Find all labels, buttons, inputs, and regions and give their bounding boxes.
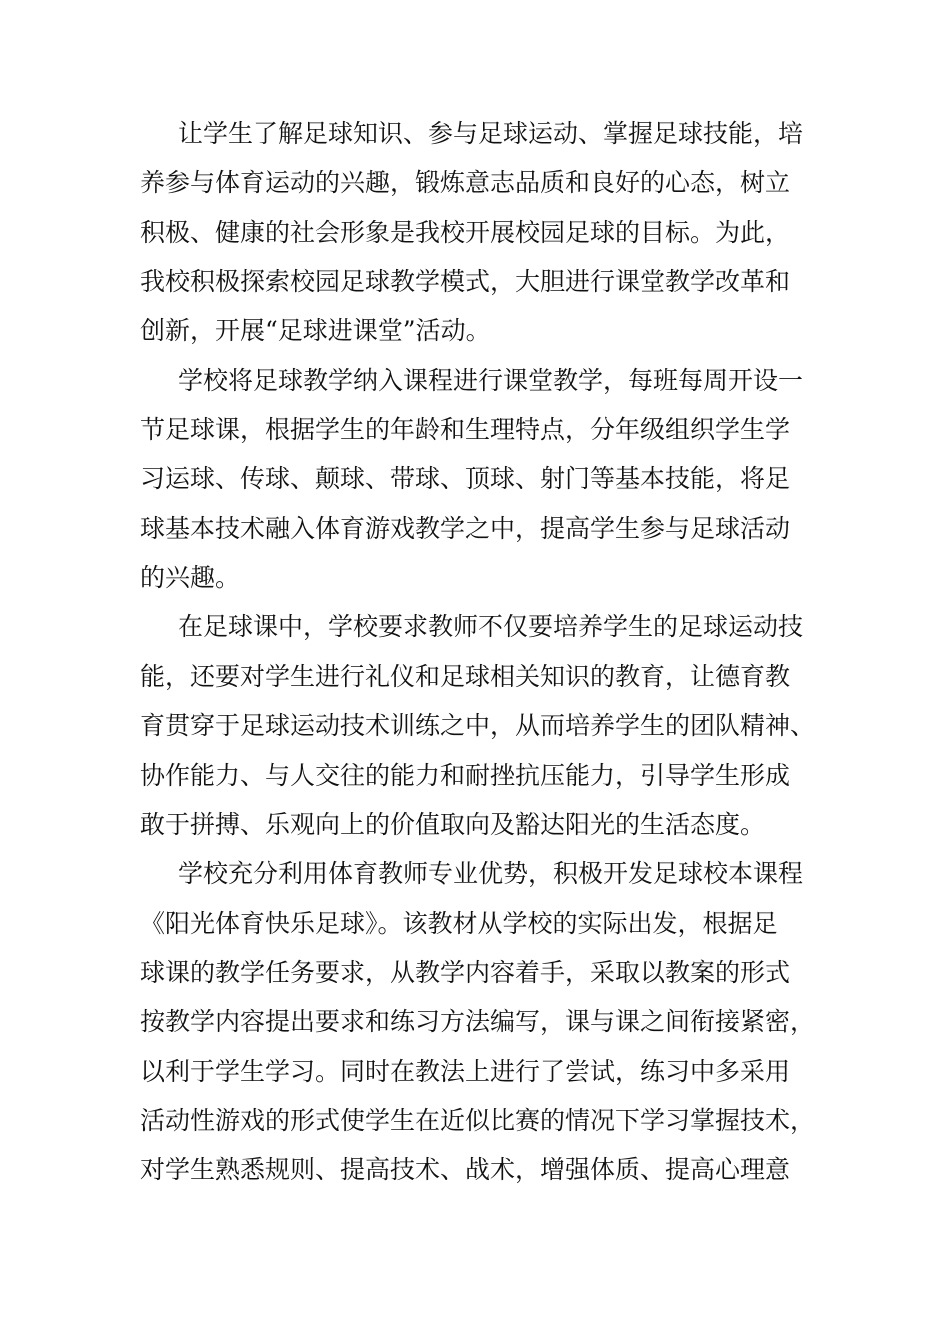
text-line: 敢于拼搏、乐观向上的价值取向及豁达阳光的生活态度。 — [140, 810, 766, 839]
text-line: 按教学内容提出要求和练习方法编写，课与课之间衔接紧密， — [140, 1007, 816, 1036]
text-line: 习运球、传球、颠球、带球、顶球、射门等基本技能，将足 — [140, 464, 791, 493]
text-line: 以利于学生学习。同时在教法上进行了尝试，练习中多采用 — [140, 1057, 791, 1086]
text-line: 让学生了解足球知识、参与足球运动、掌握足球技能，培 — [178, 119, 804, 148]
text-line: 学校将足球教学纳入课程进行课堂教学，每班每周开设一 — [178, 366, 804, 395]
text-line: 协作能力、与人交往的能力和耐挫抗压能力，引导学生形成 — [140, 761, 791, 790]
text-line: 的兴趣。 — [140, 563, 241, 592]
text-line: 养参与体育运动的兴趣，锻炼意志品质和良好的心态，树立 — [140, 168, 791, 197]
text-line: 对学生熟悉规则、提高技术、战术，增强体质、提高心理意 — [140, 1155, 791, 1184]
text-line: 学校充分利用体育教师专业优势，积极开发足球校本课程 — [178, 859, 804, 888]
text-line: 能，还要对学生进行礼仪和足球相关知识的教育，让德育教 — [140, 662, 791, 691]
text-line: 《阳光体育快乐足球》。该教材从学校的实际出发，根据足 — [140, 909, 778, 938]
text-line: 活动性游戏的形式使学生在近似比赛的情况下学习掌握技术， — [140, 1106, 816, 1135]
text-line: 我校积极探索校园足球教学模式，大胆进行课堂教学改革和 — [140, 267, 791, 296]
text-line: 节足球课，根据学生的年龄和生理特点，分年级组织学生学 — [140, 415, 791, 444]
text-line: 在足球课中，学校要求教师不仅要培养学生的足球运动技 — [178, 612, 804, 641]
text-line: 创新，开展“足球进课堂”活动。 — [140, 316, 491, 345]
text-line: 球基本技术融入体育游戏教学之中，提高学生参与足球活动 — [140, 514, 791, 543]
text-line: 球课的教学任务要求，从教学内容着手，采取以教案的形式 — [140, 958, 791, 987]
text-line: 育贯穿于足球运动技术训练之中，从而培养学生的团队精神、 — [140, 711, 816, 740]
text-line: 积极、健康的社会形象是我校开展校园足球的目标。为此， — [140, 218, 791, 247]
